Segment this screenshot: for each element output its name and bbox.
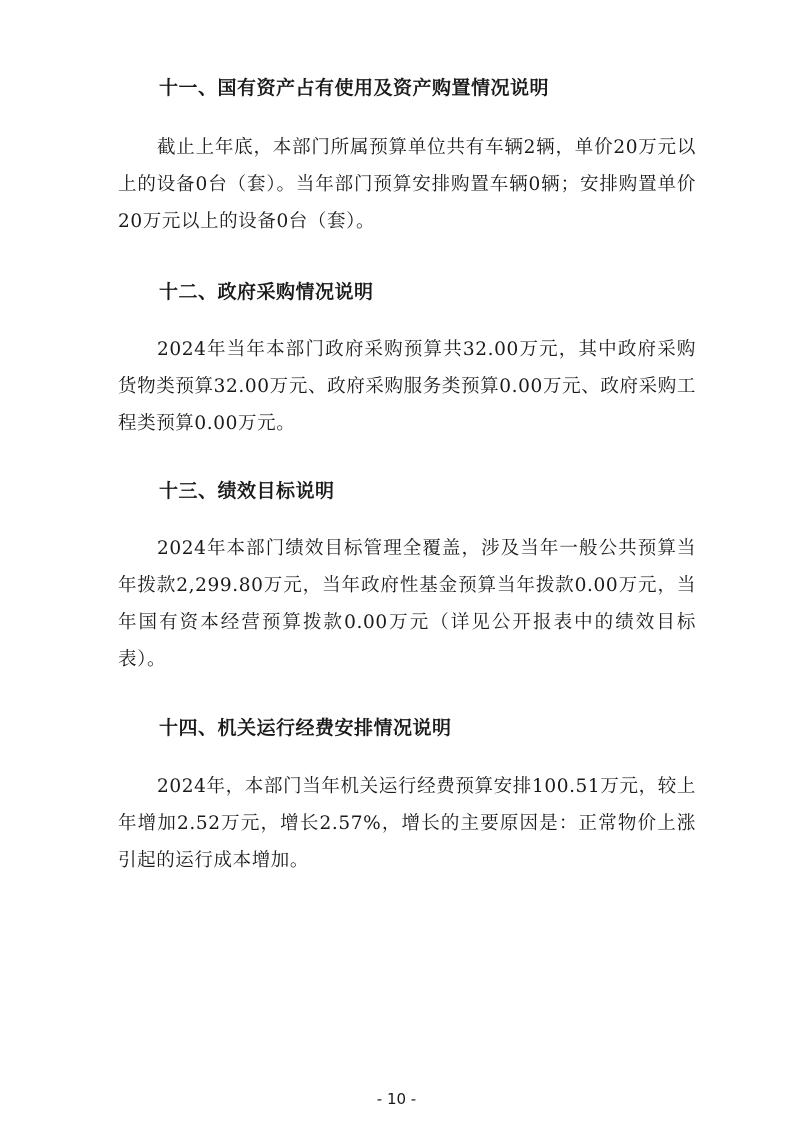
section-heading-12: 十二、政府采购情况说明 xyxy=(159,281,374,303)
section-heading-13: 十三、绩效目标说明 xyxy=(159,480,335,502)
section-body-11: 截止上年底，本部门所属预算单位共有车辆2辆，单价20万元以上的设备0台（套）。当年部门预算安排购置车辆0辆；安排购置单价20万元以上的设备0台（套）。 xyxy=(118,137,696,232)
section-body-12: 2024年当年本部门政府采购预算共32.00万元，其中政府采购货物类预算32.00万元、政府采购服务类预算0.00万元、政府采购工程类预算0.00万元。 xyxy=(118,339,696,434)
section-body-13: 2024年本部门绩效目标管理全覆盖，涉及当年一般公共预算当年拨款2,299.80万元，当年政府性基金预算当年拨款0.00万元，当年国有资本经营预算拨款0.00万元（详见公开报表中的绩效目标表）。 xyxy=(118,538,696,670)
page-number: - 10 - xyxy=(376,1090,417,1108)
section-heading-14: 十四、机关运行经费安排情况说明 xyxy=(159,717,452,739)
section-heading-11: 十一、国有资产占有使用及资产购置情况说明 xyxy=(159,77,550,99)
section-body-14: 2024年，本部门当年机关运行经费预算安排100.51万元，较上年增加2.52万元，增长2.57%，增长的主要原因是：正常物价上涨引起的运行成本增加。 xyxy=(118,776,696,871)
